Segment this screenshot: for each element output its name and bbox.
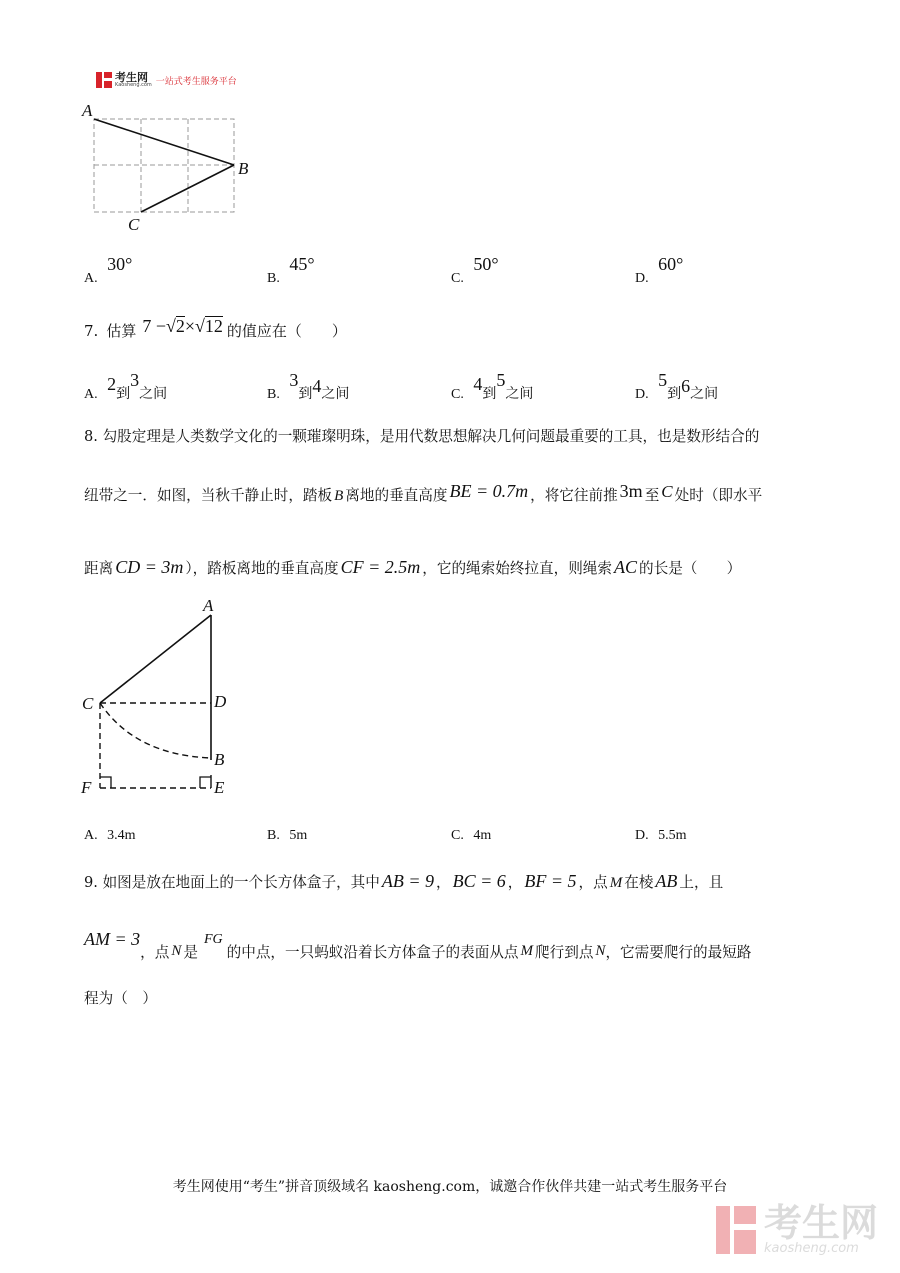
q8-text: 离地的垂直高度 xyxy=(345,487,448,504)
option-letter: B. xyxy=(267,387,280,402)
q8-var-c: C xyxy=(661,482,673,501)
q8-label-d: D xyxy=(214,692,227,711)
q6-line-ab xyxy=(94,119,234,165)
option-value: 3.4m xyxy=(107,828,136,843)
q9-eq-bc: BC = 6 xyxy=(452,871,506,891)
header-logo xyxy=(96,72,237,88)
q8-eq-cd: CD = 3m xyxy=(115,557,184,577)
watermark-sub: kaosheng.com xyxy=(764,1241,859,1256)
q9-eq-am: AM = 3 xyxy=(84,929,141,949)
logo-slogan: 一站式考生服务平台 xyxy=(155,76,237,87)
q7-times: × xyxy=(184,315,196,336)
q9-line1 xyxy=(84,872,723,891)
option-value: 4m xyxy=(473,828,492,843)
q8-text: ，它的绳索始终拉直，则绳索 xyxy=(422,560,612,577)
option-lo: 3 xyxy=(289,370,299,390)
q8-line3 xyxy=(84,558,741,577)
q9-text: 在棱 xyxy=(624,874,654,891)
option-letter: D. xyxy=(635,271,649,286)
option-tail: 之间 xyxy=(505,386,534,402)
option-lo: 4 xyxy=(473,374,483,394)
q7-sqrt2: 12 xyxy=(204,316,223,336)
q8-line2 xyxy=(84,481,763,504)
q8-text: 的长是（ ） xyxy=(639,560,742,577)
option-letter: C. xyxy=(451,828,464,843)
q8-eq-cf: CF = 2.5m xyxy=(340,557,421,577)
option-mid: 到 xyxy=(667,386,682,402)
q8-3m: 3m xyxy=(619,481,643,501)
q9-var-ab: AB xyxy=(655,871,678,891)
q8-option-a[interactable] xyxy=(84,828,136,844)
option-hi: 5 xyxy=(496,370,506,390)
option-letter: C. xyxy=(451,271,464,286)
q8-rope-ac xyxy=(100,615,211,703)
q7-suffix: 的值应在（ ） xyxy=(226,322,347,340)
sqrt-icon: √ xyxy=(165,315,176,336)
option-letter: A. xyxy=(84,271,98,286)
option-hi: 4 xyxy=(312,376,322,396)
q8-text: 至 xyxy=(644,487,660,504)
q7-expression xyxy=(142,316,223,335)
q8-label-c: C xyxy=(82,694,94,713)
question-number: 7. xyxy=(84,322,99,340)
q6-option-c[interactable] xyxy=(451,254,499,287)
q6-figure xyxy=(78,100,268,235)
q8-arc-cb xyxy=(100,703,211,758)
q8-text: 距离 xyxy=(84,560,114,577)
q8-var-b: B xyxy=(334,488,344,504)
q9-text: ，点 xyxy=(140,944,170,961)
q9-text: ， xyxy=(436,874,451,891)
q9-line3: 程为（ ） xyxy=(84,990,157,1007)
q7-option-b[interactable] xyxy=(267,370,350,403)
q9-text: ，点 xyxy=(578,874,608,891)
option-letter: D. xyxy=(635,387,649,402)
option-lo: 5 xyxy=(658,370,668,390)
q9-var-fg: FG xyxy=(203,932,223,947)
q8-var-ac: AC xyxy=(613,557,637,577)
q9-eq-bf: BF = 5 xyxy=(524,871,577,891)
q9-text: 上，且 xyxy=(679,874,724,891)
q6-label-b: B xyxy=(238,159,249,178)
option-letter: A. xyxy=(84,387,98,402)
q9-text: 的中点，一只蚂蚁沿着长方体盒子的表面从点 xyxy=(226,944,519,961)
q9-text: 爬行到点 xyxy=(535,944,594,961)
q9-text: ， xyxy=(507,874,523,891)
q8-line1: 8. 勾股定理是人类数学文化的一颗璀璨明珠，是用代数思想解决几何问题最重要的工具，也是数形结合的 xyxy=(84,428,760,445)
watermark-text: 考生网 xyxy=(764,1201,879,1245)
option-value: 45° xyxy=(289,254,315,274)
option-letter: C. xyxy=(451,387,464,402)
q7-option-d[interactable] xyxy=(635,370,719,403)
option-letter: A. xyxy=(84,828,98,843)
q8-label-a: A xyxy=(203,596,214,615)
right-angle-e-icon xyxy=(200,777,211,788)
q6-option-b[interactable] xyxy=(267,254,315,287)
option-value: 30° xyxy=(107,254,133,274)
q9-text: 9. 如图是放在地面上的一个长方体盒子，其中 xyxy=(84,874,380,891)
q8-option-c[interactable] xyxy=(451,828,491,844)
option-tail: 之间 xyxy=(321,386,350,402)
q7-prefix: 估算 xyxy=(106,322,137,340)
option-hi: 3 xyxy=(130,370,140,390)
option-tail: 之间 xyxy=(690,386,719,402)
q6-label-c: C xyxy=(128,215,140,234)
q9-var-n: N xyxy=(171,943,182,959)
q9-line2 xyxy=(84,930,751,961)
q8-option-d[interactable] xyxy=(635,828,687,844)
q8-text: ，将它往前推 xyxy=(530,487,618,504)
logo-icon xyxy=(96,72,112,88)
option-letter: B. xyxy=(267,271,280,286)
watermark-icon xyxy=(716,1206,756,1254)
q8-label-e: E xyxy=(214,778,225,797)
right-angle-f-icon xyxy=(100,777,111,788)
logo-sub: Kaosheng.com xyxy=(115,82,152,88)
q6-option-a[interactable] xyxy=(84,254,133,287)
q8-text: 纽带之一．如图，当秋千静止时，踏板 xyxy=(84,487,333,504)
q9-var-m: M xyxy=(520,943,534,959)
q9-var-m: M xyxy=(609,875,623,891)
q6-grid xyxy=(94,119,234,212)
option-value: 5.5m xyxy=(658,828,687,843)
q6-line-cb xyxy=(141,165,234,212)
q8-figure xyxy=(75,595,245,800)
watermark-logo xyxy=(716,1201,879,1256)
q7-stem xyxy=(84,315,347,341)
q8-text: ），踏板离地的垂直高度 xyxy=(185,560,339,577)
q6-option-d[interactable] xyxy=(635,254,684,287)
q6-label-a: A xyxy=(82,101,93,120)
q7-option-a[interactable] xyxy=(84,370,168,403)
q7-option-c[interactable] xyxy=(451,370,534,403)
q7-expr-a: 7 − xyxy=(142,315,166,336)
q9-text: 是 xyxy=(183,944,198,961)
option-tail: 之间 xyxy=(139,386,168,402)
option-value: 60° xyxy=(658,254,684,274)
option-mid: 到 xyxy=(298,386,313,402)
q8-option-b[interactable] xyxy=(267,828,307,844)
option-value: 50° xyxy=(473,254,499,274)
option-letter: D. xyxy=(635,828,649,843)
q8-eq-be: BE = 0.7m xyxy=(449,481,529,501)
q8-text: 处时（即水平 xyxy=(674,487,763,504)
option-value: 5m xyxy=(289,828,308,843)
option-mid: 到 xyxy=(116,386,131,402)
q7-sqrt1: 2 xyxy=(175,316,185,336)
option-lo: 2 xyxy=(107,374,117,394)
option-letter: B. xyxy=(267,828,280,843)
option-mid: 到 xyxy=(482,386,497,402)
q9-eq-ab: AB = 9 xyxy=(381,871,434,891)
q8-label-f: F xyxy=(81,778,92,797)
footer-text: 考生网使用“考生”拼音顶级域名 kaosheng.com，诚邀合作伙伴共建一站式考生服务平台 xyxy=(172,1179,728,1195)
option-hi: 6 xyxy=(681,376,691,396)
q9-text: ，它需要爬行的最短路 xyxy=(605,944,752,961)
q8-label-b: B xyxy=(214,750,225,769)
sqrt-icon: √ xyxy=(195,315,205,336)
logo-text: 考生网 xyxy=(115,71,148,84)
q9-var-n: N xyxy=(595,943,606,959)
